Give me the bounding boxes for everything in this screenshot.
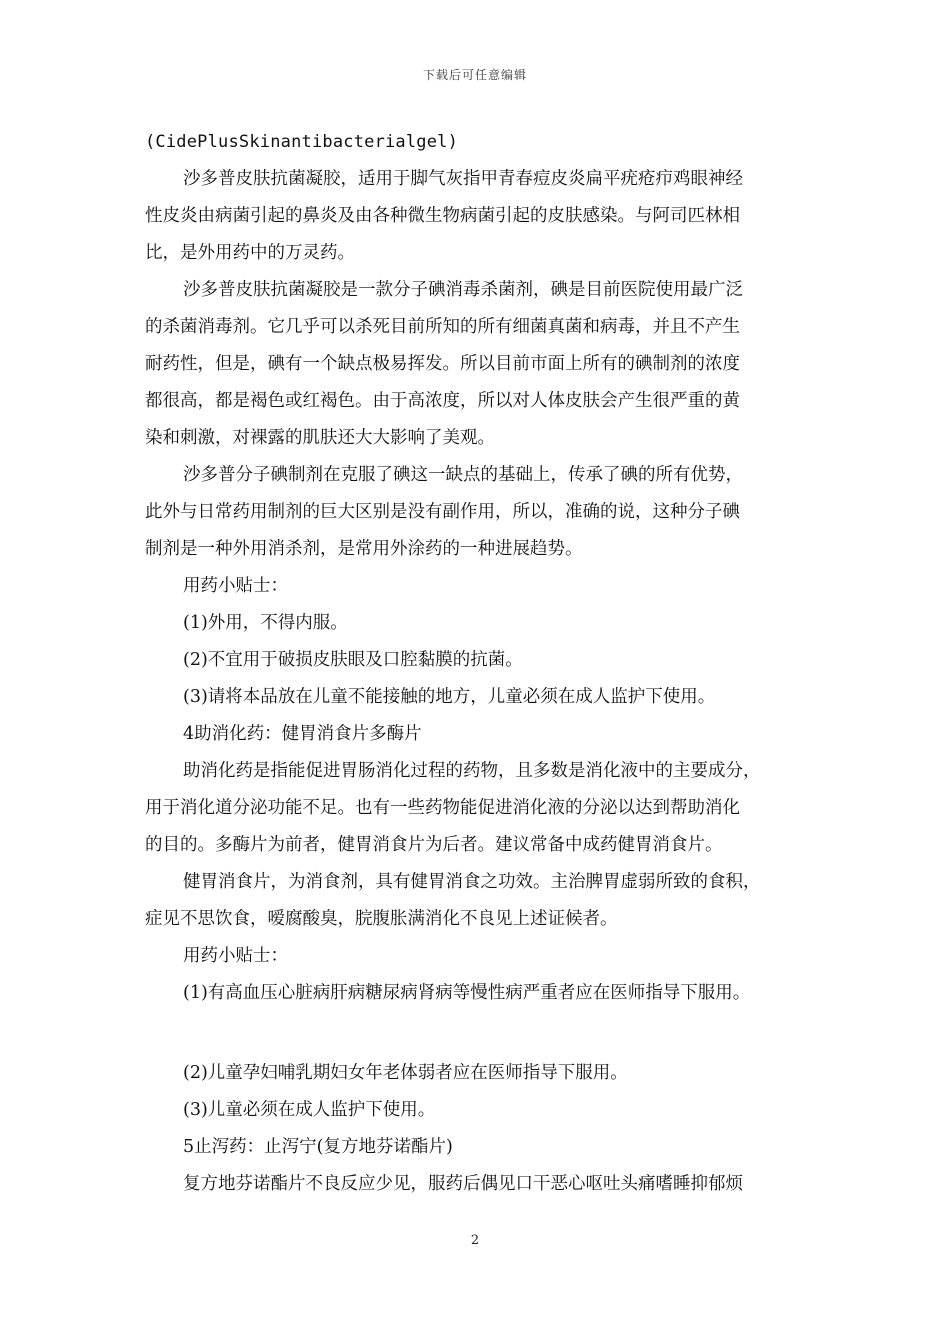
paragraph-line: 助消化药是指能促进胃肠消化过程的药物，且多数是消化液中的主要成分，	[183, 761, 761, 781]
paragraph-line: 沙多普分子碘制剂在克服了碘这一缺点的基础上，传承了碘的所有优势，	[183, 465, 743, 485]
paragraph-line: 症见不思饮食，嗳腐酸臭，脘腹胀满消化不良见上述证候者。	[145, 909, 618, 929]
paragraph-line: 都很高，都是褐色或红褐色。由于高浓度，所以对人体皮肤会产生很严重的黄	[145, 391, 740, 411]
tips-heading: 用药小贴士：	[183, 946, 288, 966]
paragraph-line: 沙多普皮肤抗菌凝胶是一款分子碘消毒杀菌剂，碘是目前医院使用最广泛	[183, 280, 743, 300]
paragraph-line: 耐药性，但是，碘有一个缺点极易挥发。所以目前市面上所有的碘制剂的浓度	[145, 354, 740, 374]
paragraph-line: 比，是外用药中的万灵药。	[145, 243, 355, 263]
paragraph-line: 的目的。多酶片为前者，健胃消食片为后者。建议常备中成药健胃消食片。	[145, 835, 723, 855]
tip-item: (2)不宜用于破损皮肤眼及口腔黏膜的抗菌。	[183, 650, 523, 670]
blank-spacer	[145, 1012, 810, 1055]
paragraph-line: 此外与日常药用制剂的巨大区别是没有副作用，所以，准确的说，这种分子碘	[145, 502, 740, 522]
paragraph-line: 复方地芬诺酯片不良反应少见，服药后偶见口干恶心呕吐头痛嗜睡抑郁烦	[183, 1174, 743, 1194]
tip-item: (1)外用，不得内服。	[183, 613, 348, 633]
paragraph-line: 染和刺激，对裸露的肌肤还大大影响了美观。	[145, 428, 495, 448]
document-body	[145, 124, 810, 1203]
section-heading: 4助消化药：健胃消食片多酶片	[183, 724, 422, 744]
paragraph-line: 制剂是一种外用消杀剂，是常用外涂药的一种进展趋势。	[145, 539, 583, 559]
tip-item: (2)儿童孕妇哺乳期妇女年老体弱者应在医师指导下服用。	[183, 1063, 628, 1083]
paragraph-line: 的杀菌消毒剂。它几乎可以杀死目前所知的所有细菌真菌和病毒，并且不产生	[145, 317, 740, 337]
product-english-name: (CidePlusSkinantibacterialgel)	[145, 132, 459, 152]
tip-item: (1)有高血压心脏病肝病糖尿病肾病等慢性病严重者应在医师指导下服用。	[183, 983, 751, 1003]
page-number: 2	[470, 1233, 480, 1248]
paragraph-line: 沙多普皮肤抗菌凝胶，适用于脚气灰指甲青春痘皮炎扁平疣疮疖鸡眼神经	[183, 169, 743, 189]
paragraph-line: 性皮炎由病菌引起的鼻炎及由各种微生物病菌引起的皮肤感染。与阿司匹林相	[145, 206, 740, 226]
page-header: 下载后可任意编辑	[422, 68, 527, 82]
tip-item: (3)请将本品放在儿童不能接触的地方，儿童必须在成人监护下使用。	[183, 687, 716, 707]
section-heading: 5止泻药：止泻宁(复方地芬诺酯片)	[183, 1137, 453, 1157]
paragraph-line: 用于消化道分泌功能不足。也有一些药物能促进消化液的分泌以达到帮助消化	[145, 798, 740, 818]
tips-heading: 用药小贴士：	[183, 576, 288, 596]
tip-item: (3)儿童必须在成人监护下使用。	[183, 1100, 436, 1120]
paragraph-line: 健胃消食片，为消食剂，具有健胃消食之功效。主治脾胃虚弱所致的食积，	[183, 872, 761, 892]
